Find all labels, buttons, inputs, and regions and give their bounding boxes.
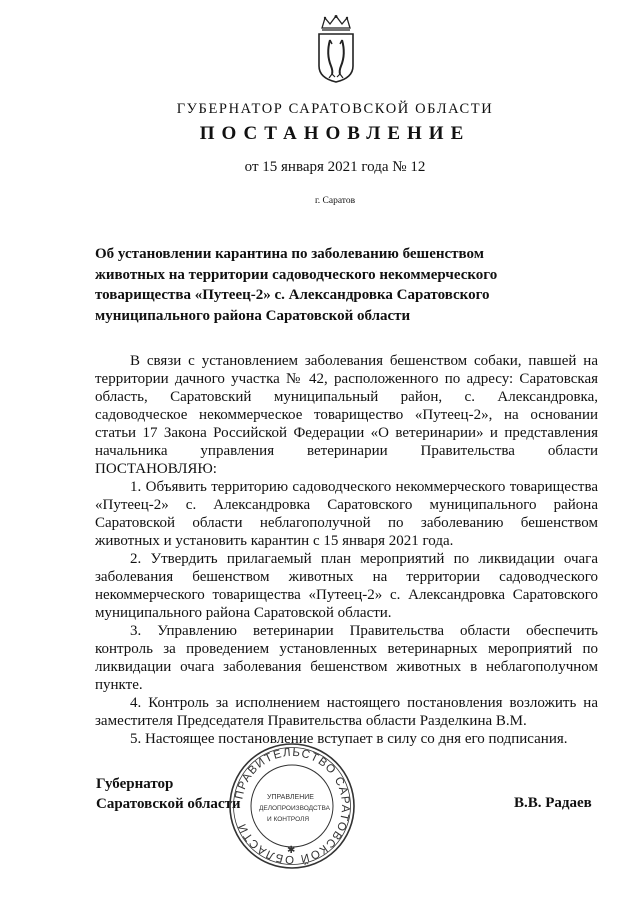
document-city: г. Саратов: [314, 196, 356, 206]
document-body: [95, 352, 598, 748]
item-paragraph-1: 1. Объявить территорию садоводческого некоммерческого товарищества «Путеец-2» с. Александровка Саратовского муниципального района Саратовской области неблагополучной по заболеванию бешенством животных и установить карантин с 15 января 2021 года.: [95, 479, 598, 549]
signatory-name: В.В. Радаев: [514, 795, 592, 811]
stamp-center-line-2: ДЕЛОПРОИЗВОДСТВА: [259, 805, 330, 812]
signatory-title-line-2: Саратовской области: [96, 796, 241, 812]
signatory-title-line-1: Губернатор: [96, 776, 174, 792]
coat-of-arms-icon: [313, 14, 359, 84]
stamp-center-line-1: УПРАВЛЕНИЕ: [267, 794, 314, 801]
preamble-paragraph: В связи с установлением заболевания бешенством собаки, павшей на территории дачного участка № 42, расположенного по адресу: Саратовская область, Саратовский муниципальный район, с. Александровка, садоводческое некоммерческое товарищество «Путеец-2», на основании статьи 17 Закона Российской Федерации «О ветеринарии» и представления начальника управления ветеринарии Правительства области ПОСТАНОВЛЯЮ:: [95, 353, 598, 477]
issuing-authority: ГУБЕРНАТОР САРАТОВСКОЙ ОБЛАСТИ: [176, 101, 494, 117]
signatory-title: [96, 774, 241, 814]
stamp-center-line-3: И КОНТРОЛЯ: [267, 816, 310, 823]
document-date-number: от 15 января 2021 года № 12: [244, 159, 426, 175]
official-stamp: [227, 741, 357, 871]
document-type-title: ПОСТАНОВЛЕНИЕ: [199, 123, 471, 144]
item-paragraph-5: 5. Настоящее постановление вступает в силу со дня его подписания.: [130, 731, 568, 747]
stamp-star-icon: ✱: [287, 845, 296, 856]
stamp-ring-text: ПРАВИТЕЛЬСТВО САРАТОВСКОЙ ОБЛАСТИ: [233, 746, 352, 866]
item-paragraph-3: 3. Управлению ветеринарии Правительства области обеспечить контроль за проведением установленных ветеринарных мероприятий по ликвидации очага заболевания бешенством животных в неблагополучном пункте.: [95, 623, 598, 693]
item-paragraph-4: 4. Контроль за исполнением настоящего постановления возложить на заместителя Председателя Правительства области Разделкина В.М.: [95, 695, 598, 729]
item-paragraph-2: 2. Утвердить прилагаемый план мероприятий по ликвидации очага заболевания бешенством животных на территории садоводческого некоммерческого товарищества «Путеец-2» с. Александровка Саратовского муниципального района Саратовской области.: [95, 551, 598, 621]
document-subject: Об установлении карантина по заболеванию бешенством животных на территории садоводческого некоммерческого товарищества «Путеец-2» с. Александровка Саратовского муниципального района Саратовской области: [95, 246, 498, 324]
